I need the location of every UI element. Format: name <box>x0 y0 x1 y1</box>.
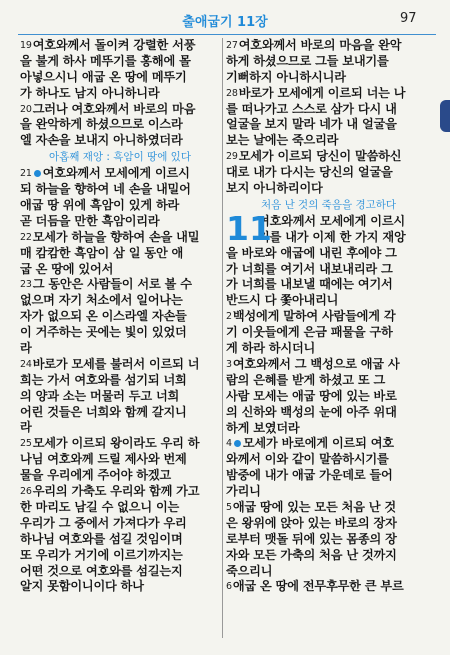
verse-text: 모세가 바로에게 이르되 여호 <box>242 436 394 451</box>
verse-text: 얼굴을 보지 말라 네가 내 얼굴을 <box>226 117 397 132</box>
verse-line-start <box>226 149 431 165</box>
verse-line-start <box>20 38 220 54</box>
verse-number: 27 <box>226 40 238 51</box>
verse-text: 가 너희를 여기서 내보내리라 그 <box>226 261 393 276</box>
verse-number: 5 <box>226 501 232 513</box>
verse-line-start <box>20 230 220 246</box>
verse-text: 가 하나도 남지 아니하니라 <box>20 85 160 100</box>
verse-line-start <box>226 309 431 325</box>
verse-line <box>226 341 431 357</box>
verse-line <box>226 246 431 262</box>
verse-text: 을 불게 하사 메뚜기를 홍해에 몰 <box>20 53 191 68</box>
column-divider <box>222 38 223 638</box>
verse-line-start <box>226 500 431 516</box>
verse-line-start <box>20 484 220 500</box>
verse-line <box>226 70 431 86</box>
verse-number: 23 <box>20 279 32 291</box>
verse-line <box>226 293 431 309</box>
verse-text: 바로가 모세를 불러서 이르되 너 <box>32 356 200 371</box>
verse-line <box>226 133 431 149</box>
verse-text: 되 하늘을 향하여 네 손을 내밀어 <box>20 182 191 197</box>
verse-line <box>20 182 220 198</box>
verse-line <box>20 564 220 580</box>
verse-line <box>20 373 220 389</box>
verse-line <box>20 262 220 278</box>
verse-line <box>226 405 431 421</box>
verse-number: 3 <box>226 358 232 370</box>
verse-line <box>20 86 220 102</box>
verse-text: 여호와께서 돌이켜 강렬한 서풍 <box>32 38 196 52</box>
verse-text: 대로 내가 다시는 당신의 얼굴을 <box>226 165 393 180</box>
verse-text: 자가 없으되 온 이스라엘 자손들 <box>20 309 187 324</box>
verse-line <box>20 309 220 325</box>
verse-line <box>226 516 431 532</box>
verse-line-start <box>226 357 431 373</box>
verse-text: 여호와께서 그 백성으로 애굽 사 <box>232 356 400 371</box>
chapter-number: 11 <box>226 208 272 248</box>
verse-text: 와께서 이와 같이 말씀하시기를 <box>226 452 389 467</box>
verse-line-start <box>20 277 220 293</box>
verse-text: 보는 날에는 죽으리라 <box>226 133 339 148</box>
verse-number: 26 <box>20 486 32 498</box>
verse-line <box>226 389 431 405</box>
verse-text: 애굽 땅 위에 흑암이 있게 하라 <box>20 198 180 213</box>
section-heading: 아홉째 재앙 : 흑암이 땅에 있다 <box>49 151 191 164</box>
verse-text: 기를 내가 이제 한 가지 재앙 <box>258 229 406 244</box>
verse-text: 바로가 모세에게 이르되 너는 나 <box>238 85 406 100</box>
verse-line <box>20 133 220 149</box>
verse-number: 24 <box>20 358 32 370</box>
verse-text: 모세가 하늘을 향하여 손을 내밀 <box>32 229 200 244</box>
verse-text: 엘 자손을 보내지 아니하였더라 <box>20 133 183 148</box>
verse-text: 아넣으시니 애굽 온 땅에 메뚜기 <box>20 69 187 84</box>
verse-line <box>226 468 431 484</box>
verse-text: 의 신하와 백성의 눈에 아주 위대 <box>226 404 397 419</box>
verse-line-start <box>226 436 431 452</box>
verse-text: 을 완악하게 하셨으므로 이스라 <box>20 117 183 132</box>
bullet-dot-icon <box>234 440 241 447</box>
verse-text: 가 너희를 내보낼 때에는 여기서 <box>226 277 393 292</box>
verse-number: 6 <box>226 581 232 593</box>
verse-text: 희는 가서 여호와를 섬기되 너희 <box>20 372 187 387</box>
verse-text: 하게 하셨으므로 그들 보내기를 <box>226 53 389 68</box>
verse-line <box>226 548 431 564</box>
verse-text: 하게 보였더라 <box>226 420 300 435</box>
verse-text: 알지 못함이니이다 하나 <box>20 579 144 594</box>
verse-line <box>226 325 431 341</box>
verse-text: 그러나 여호와께서 바로의 마음 <box>32 101 196 116</box>
verse-text: 어린 것들은 너희와 함께 갈지니 <box>20 404 187 419</box>
verse-line <box>20 405 220 421</box>
verse-text: 로부터 맷돌 뒤에 있는 몸종의 장 <box>226 531 397 546</box>
verse-line <box>20 341 220 357</box>
verse-line <box>226 165 431 181</box>
verse-text: 곧 더듬을 만한 흑암이리라 <box>20 213 160 228</box>
verse-text: 보지 아니하리이다 <box>226 181 323 196</box>
verse-text: 물을 우리에게 주어야 하겠고 <box>20 468 172 483</box>
verse-line <box>226 262 431 278</box>
bullet-dot-icon <box>34 170 41 177</box>
verse-line <box>226 181 431 197</box>
verse-text: 를 떠나가고 스스로 삼가 다시 내 <box>226 101 397 116</box>
verse-line <box>226 564 431 580</box>
verse-text: 우리의 가축도 우리와 함께 가고 <box>32 484 200 499</box>
running-head: 출애굽기 11장 <box>182 15 268 30</box>
verse-line <box>20 214 220 230</box>
verse-line <box>20 325 220 341</box>
verse-text: 또 우리가 거기에 이르기까지는 <box>20 547 183 562</box>
verse-line-start <box>20 102 220 118</box>
verse-number: 22 <box>20 231 32 243</box>
verse-line-start <box>226 579 431 595</box>
verse-text: 한 마리도 남길 수 없으니 이는 <box>20 499 180 514</box>
verse-line <box>226 452 431 468</box>
verse-line <box>226 484 431 500</box>
verse-text: 밤중에 내가 애굽 가운데로 들어 <box>226 468 393 483</box>
verse-text: 람의 은혜를 받게 하셨고 또 그 <box>226 372 386 387</box>
header-rule <box>18 34 436 35</box>
verse-line <box>226 373 431 389</box>
verse-text: 애굽 온 땅에 전무후무한 큰 부르 <box>232 579 404 594</box>
verse-text: 이 거주하는 곳에는 빛이 있었더 <box>20 325 187 340</box>
verse-text: 게 하라 하시더니 <box>226 341 316 356</box>
verse-text: 모세가 이르되 왕이라도 우리 하 <box>32 436 200 451</box>
verse-line <box>20 54 220 70</box>
section-heading: 처음 난 것의 죽음을 경고하다 <box>260 198 397 211</box>
verse-line <box>226 421 431 437</box>
verse-line-start <box>20 436 220 452</box>
verse-text: 은 왕위에 앉아 있는 바로의 장자 <box>226 515 397 530</box>
verse-line-start <box>226 38 431 54</box>
verse-text: 애굽 땅에 있는 모든 처음 난 것 <box>232 499 396 514</box>
verse-text: 라 <box>20 420 32 435</box>
verse-line <box>20 532 220 548</box>
verse-line <box>20 579 220 595</box>
verse-text: 나님 여호와께 드릴 제사와 번제 <box>20 452 187 467</box>
verse-line <box>226 54 431 70</box>
verse-line <box>226 117 431 133</box>
verse-text: 자와 모든 가축의 처음 난 것까지 <box>226 547 397 562</box>
verse-number: 29 <box>226 151 238 163</box>
verse-line <box>20 198 220 214</box>
verse-text: 백성에게 말하여 사람들에게 각 <box>232 309 396 324</box>
verse-number: 2 <box>226 311 232 323</box>
right-column <box>226 38 431 595</box>
verse-line <box>20 468 220 484</box>
verse-text: 을 바로와 애굽에 내린 후에야 그 <box>226 245 397 260</box>
verse-text: 라 <box>20 341 32 356</box>
verse-text: 반드시 다 쫓아내리니 <box>226 293 339 308</box>
verse-number: 21 <box>20 168 32 180</box>
verse-text: 없으며 자기 처소에서 일어나는 <box>20 293 183 308</box>
verse-line <box>258 230 431 246</box>
verse-number: 20 <box>20 103 32 115</box>
verse-line <box>20 293 220 309</box>
verse-text: 모세가 이르되 당신이 말씀하신 <box>238 149 402 164</box>
verse-line <box>226 277 431 293</box>
verse-line <box>20 548 220 564</box>
verse-line <box>20 452 220 468</box>
verse-text: 여호와께서 모세에게 이르시 <box>258 213 405 228</box>
verse-text: 사람 모세는 애굽 땅에 있는 바로 <box>226 388 397 403</box>
left-column <box>20 38 220 595</box>
verse-line <box>258 214 431 230</box>
verse-text: 우리가 그 중에서 가져다가 우리 <box>20 515 187 530</box>
verse-number: 28 <box>226 87 238 99</box>
verse-text: 기 이웃들에게 은금 패물을 구하 <box>226 325 393 340</box>
verse-line <box>20 70 220 86</box>
verse-line <box>20 246 220 262</box>
verse-line <box>20 516 220 532</box>
verse-line-start <box>20 166 220 182</box>
verse-text: 죽으리니 <box>226 563 273 578</box>
verse-line <box>226 102 431 118</box>
page-number: 97 <box>400 11 417 26</box>
verse-line <box>20 389 220 405</box>
chapter-start <box>226 208 431 248</box>
verse-line <box>226 532 431 548</box>
verse-line <box>20 117 220 133</box>
verse-line-start <box>226 86 431 102</box>
verse-text: 의 양과 소는 머물러 두고 너희 <box>20 388 180 403</box>
verse-text: 여호와께서 모세에게 이르시 <box>42 166 190 181</box>
verse-text: 가리니 <box>226 484 261 499</box>
verse-text: 굽 온 땅에 있어서 <box>20 261 114 276</box>
verse-text: 그 동안은 사람들이 서로 볼 수 <box>32 277 192 292</box>
verse-line <box>20 500 220 516</box>
verse-number: 19 <box>20 40 32 51</box>
verse-text: 하나님 여호와를 섬길 것임이며 <box>20 531 183 546</box>
verse-line <box>20 420 220 436</box>
verse-number: 4 <box>226 438 232 450</box>
verse-text: 기뻐하지 아니하시니라 <box>226 69 346 84</box>
verse-text: 매 캄캄한 흑암이 삼 일 동안 애 <box>20 245 184 260</box>
verse-number: 25 <box>20 438 32 450</box>
verse-text: 여호와께서 바로의 마음을 완악 <box>238 38 402 52</box>
verse-line-start <box>20 357 220 373</box>
thumb-index-tab <box>440 100 450 132</box>
verse-text: 어떤 것으로 여호와를 섬길는지 <box>20 563 183 578</box>
